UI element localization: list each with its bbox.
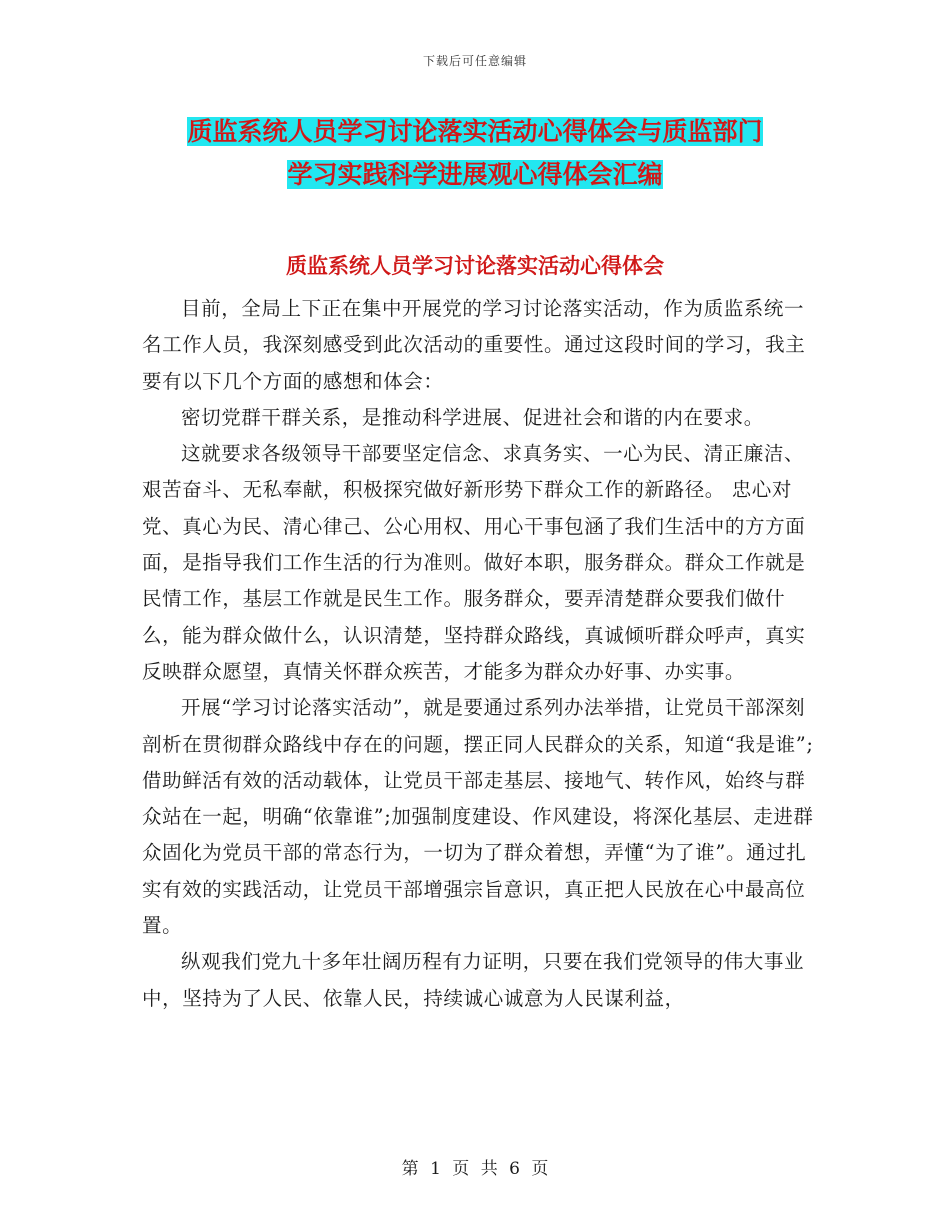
body-paragraph: 目前，全局上下正在集中开展党的学习讨论落实活动，作为质监系统一名工作人员，我深刻感受到此次活动的重要性。通过这段时间的学习，我主要有以下几个方面的感想和体会： bbox=[142, 297, 806, 393]
body-paragraph: 纵观我们党九十多年壮阔历程有力证明，只要在我们党领导的伟大事业中，坚持为了人民、依靠人民，持续诚心诚意为人民谋利益， bbox=[142, 950, 805, 1010]
page-header-note: 下载后可任意编辑 bbox=[422, 54, 527, 68]
page-number-footer: 第 1 页 共 6 页 bbox=[401, 1159, 549, 1179]
document-title bbox=[120, 110, 830, 196]
body-paragraph: 密切党群干群关系，是推动科学进展、促进社会和谐的内在要求。 bbox=[181, 405, 764, 429]
document-body bbox=[142, 291, 814, 1017]
body-paragraph: 这就要求各级领导干部要坚定信念、求真务实、一心为民、清正廉洁、艰苦奋斗、无私奉献，积极探究做好新形势下群众工作的新路径。 忠心对党、真心为民、清心律己、公心用权、用心干事包涵了我们生活中的方方面面，是指导我们工作生活的行为准则。做好本职，服务群众。群众工作就是民情工作，基层工作就是民生工作。服务群众，要弄清楚群众要我们做什么，能为群众做什么，认识清楚，坚持群众路线，真诚倾听群众呼声，真实反映群众愿望，真情关怀群众疾苦，才能多为群众办好事、办实事。 bbox=[142, 442, 806, 683]
document-title-line-2: 学习实践科学进展观心得体会汇编 bbox=[287, 160, 663, 189]
document-title-line-1: 质监系统人员学习讨论落实活动心得体会与质监部门 bbox=[187, 117, 763, 146]
body-paragraph: 开展“学习讨论落实活动”，就是要通过系列办法举措，让党员干部深刻剖析在贯彻群众路线中存在的问题，摆正同人民群众的关系，知道“我是谁”;借助鲜活有效的活动载体，让党员干部走基层、接地气、转作风，始终与群众站在一起，明确“依靠谁”;加强制度建设、作风建设，将深化基层、走进群众固化为党员干部的常态行为，一切为了群众着想，弄懂“为了谁”。通过扎实有效的实践活动，让党员干部增强宗旨意识，真正把人民放在心中最高位置。 bbox=[142, 696, 814, 938]
section-title: 质监系统人员学习讨论落实活动心得体会 bbox=[286, 254, 664, 278]
